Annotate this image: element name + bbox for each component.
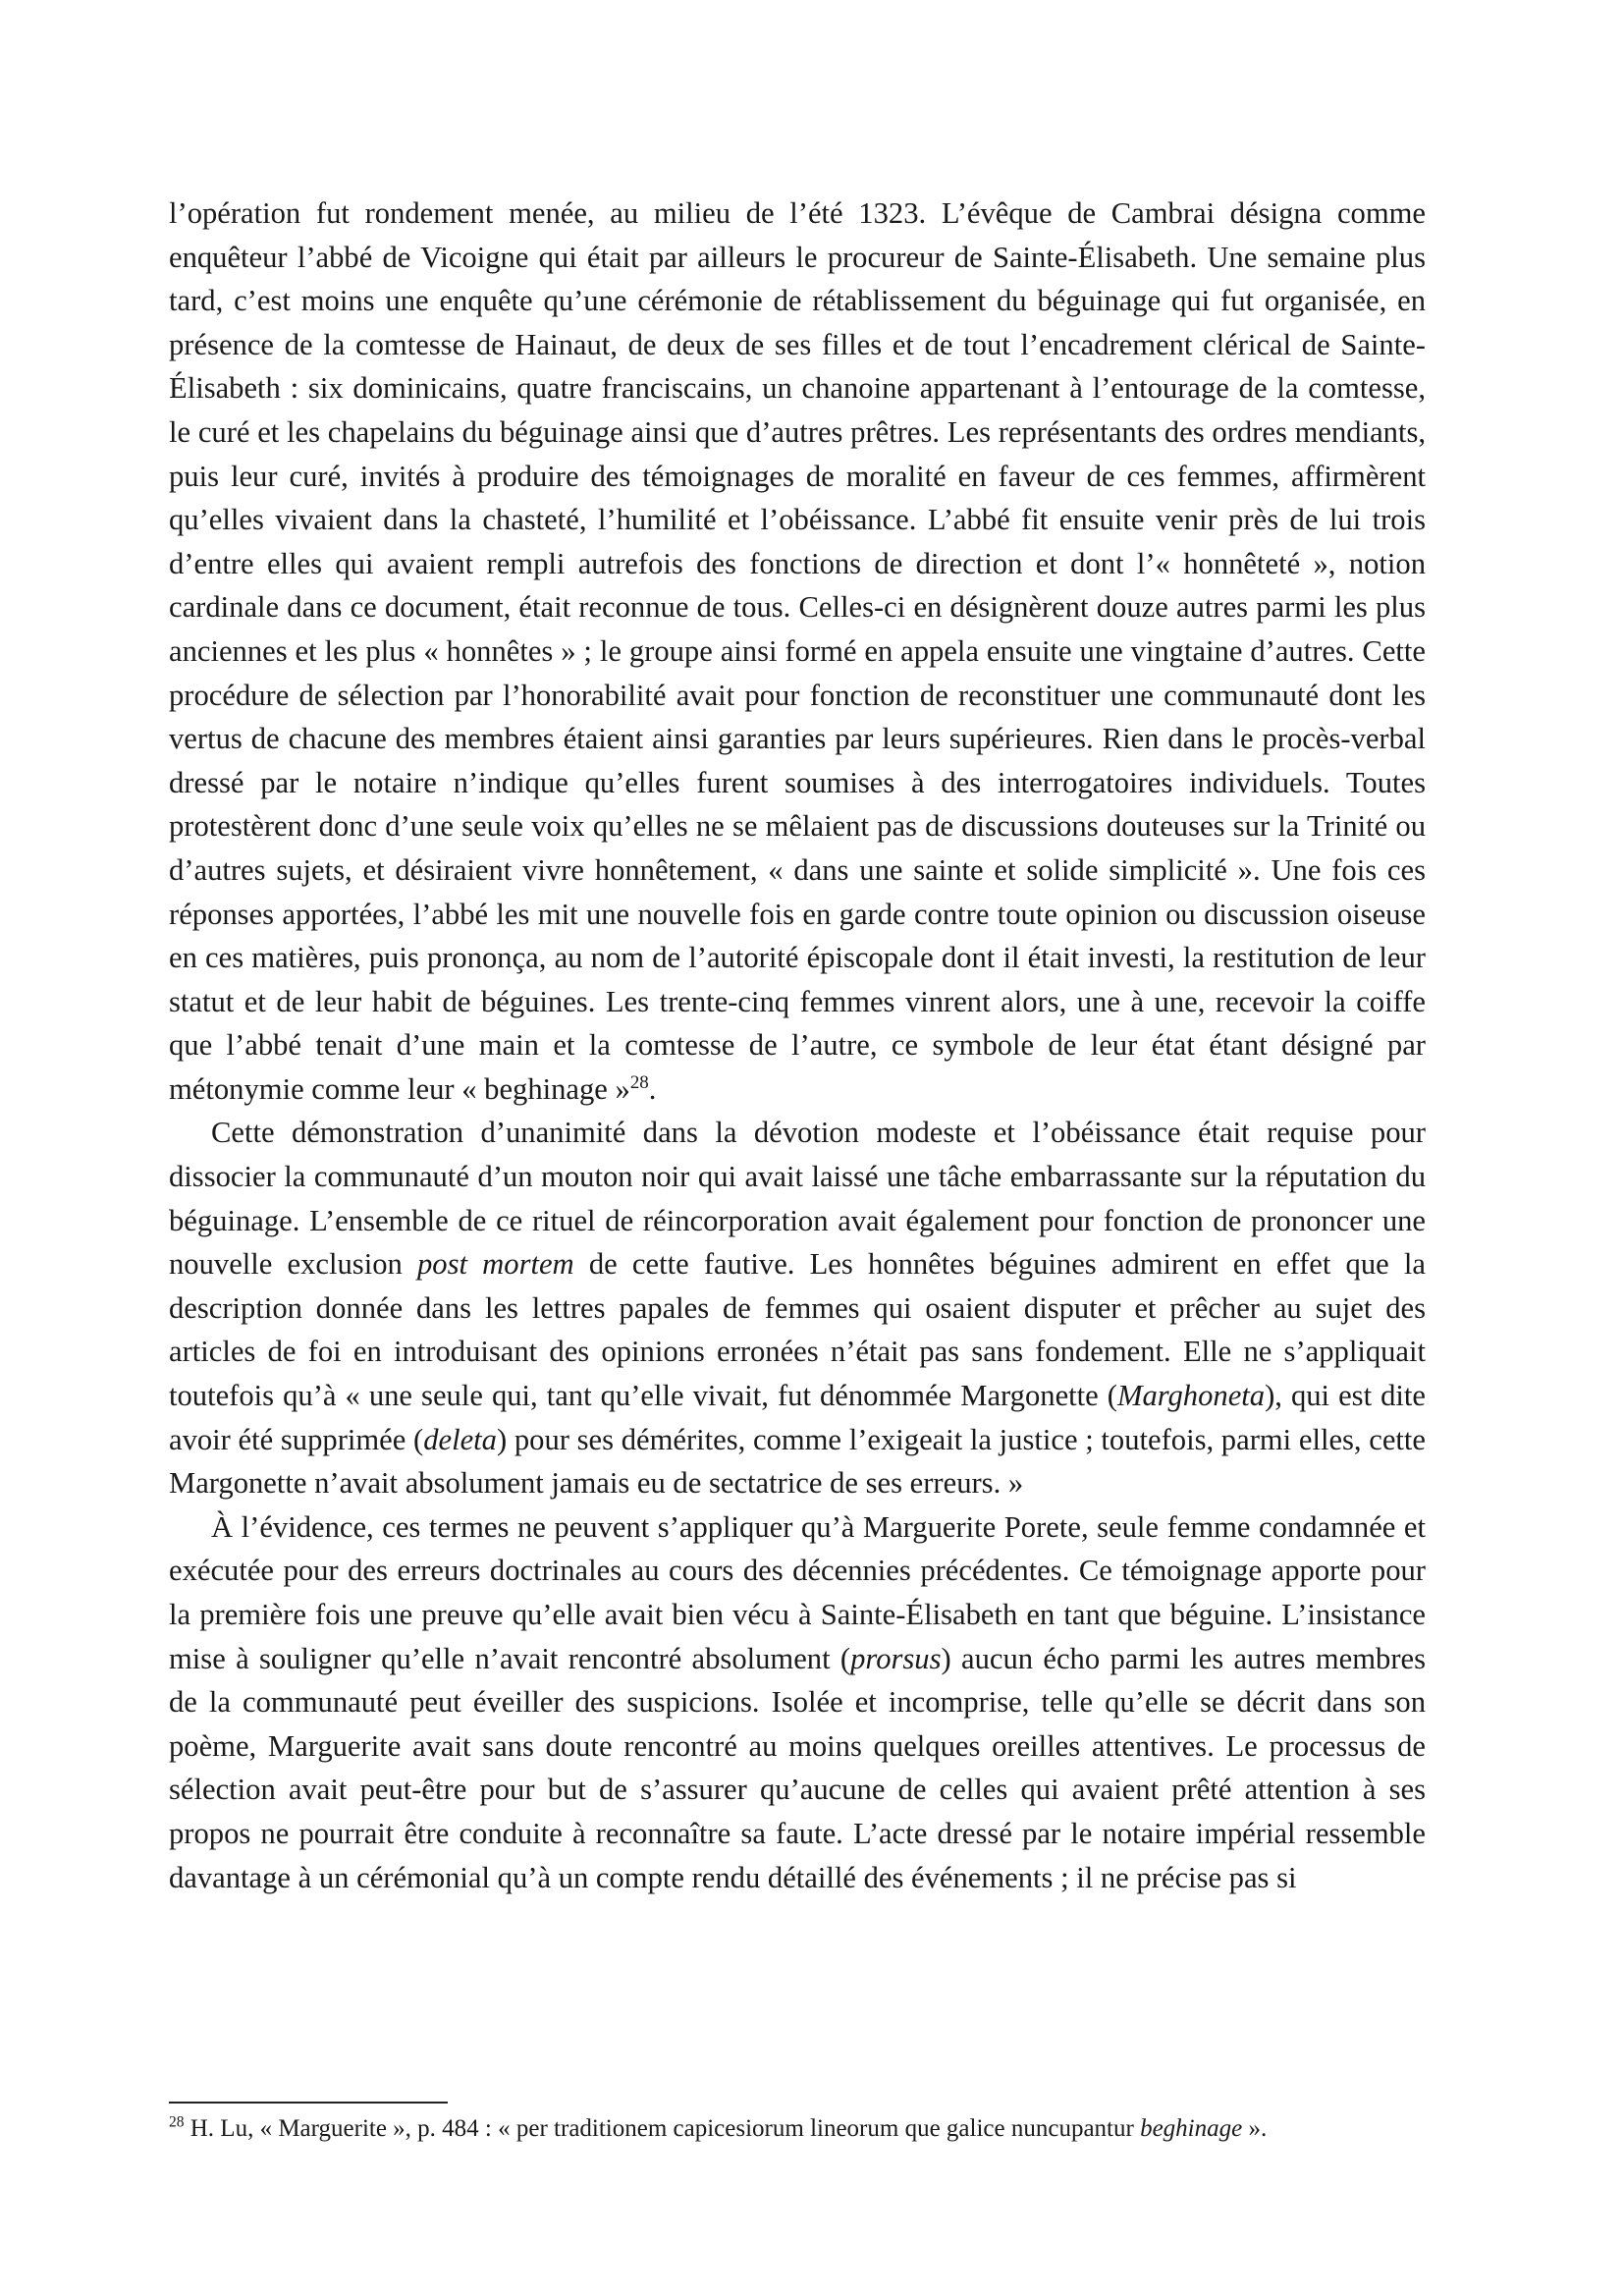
paragraph-3-text-b: ) aucun écho parmi les autres membres de la communauté peut éveiller des suspicions. Isolée et incomprise, telle qu’elle se décrit dans son poème, Marguerite avait sans doute rencontré au moins quelques oreilles attentives. Le processus de sélection avait peut-être pour but de s’assurer qu’aucune de celles qui avaient prêté attention à ses propos ne pourrait être conduite à reconnaître sa faute. L’acte dressé par le notaire impérial ressemble davantage à un cérémonial qu’à un compte rendu détaillé des événements ; il ne précise pas si [169,1641,1426,1894]
paragraph-2-text-d: ) pour ses démérites, comme l’exigeait la justice ; toutefois, parmi elles, cette Margonette n’avait absolument jamais eu de sectatrice de ses erreurs. » [169,1422,1426,1501]
paragraph-2-text-b: de cette fautive. Les honnêtes béguines admirent en effet que la description donnée dans les lettres papales de femmes qui osaient disputer et prêcher au sujet des articles de foi en introduisant des opinions erronées n’était pas sans fondement. Elle ne s’appliquait toutefois qu’à « une seule qui, tant qu’elle vivait, fut dénommée Margonette ( [169,1247,1426,1413]
footnote-28 [169,2113,1435,2145]
paragraph-2-italic-post-mortem: post mortem [416,1247,574,1282]
paragraph-3 [169,1505,1426,1899]
document-body [169,191,1426,1899]
footnote-number: 28 [169,2113,185,2131]
paragraph-2-italic-deleta: deleta [423,1422,497,1456]
footnote-text-b: ». [1242,2115,1268,2142]
footnote-italic-beghinage: beghinage [1140,2115,1243,2142]
paragraph-1-end: . [648,1071,657,1106]
paragraph-2-text-c: ), qui est dite avoir été supprimée ( [169,1379,1426,1456]
paragraph-2-italic-marghoneta: Marghoneta [1116,1379,1266,1413]
paragraph-1 [169,191,1426,1111]
footnote-text-a: H. Lu, « Marguerite », p. 484 : « per traditionem capicesiorum lineorum que galice nuncupantur [184,2115,1141,2142]
paragraph-1-text: l’opération fut rondement menée, au milieu de l’été 1323. L’évêque de Cambrai désigna comme enquêteur l’abbé de Vicoigne qui était par ailleurs le procureur de Sainte-Élisabeth. Une semaine plus tard, c’est moins une enquête qu’une cérémonie de rétablissement du béguinage qui fut organisée, en présence de la comtesse de Hainaut, de deux de ses filles et de tout l’encadrement clérical de Sainte-Élisabeth : six dominicains, quatre franciscains, un chanoine appartenant à l’entourage de la comtesse, le curé et les chapelains du béguinage ainsi que d’autres prêtres. Les représentants des ordres mendiants, puis leur curé, invités à produire des témoignages de moralité en faveur de ces femmes, affirmèrent qu’elles vivaient dans la chasteté, l’humilité et l’obéissance. L’abbé fit ensuite venir près de lui trois d’entre elles qui avaient rempli autrefois des fonctions de direction et dont l’« honnêteté », notion cardinale dans ce document, était reconnue de tous. Celles-ci en désignèrent douze autres parmi les plus anciennes et les plus « honnêtes » ; le groupe ainsi formé en appela ensuite une vingtaine d’autres. Cette procédure de sélection par l’honorabilité avait pour fonction de reconstituer une communauté dont les vertus de chacune des membres étaient ainsi garanties par leurs supérieures. Rien dans le procès-verbal dressé par le notaire n’indique qu’elles furent soumises à des interrogatoires individuels. Toutes protestèrent donc d’une seule voix qu’elles ne se mêlaient pas de discussions douteuses sur la Trinité ou d’autres sujets, et désiraient vivre honnêtement, « dans une sainte et solide simplicité ». Une fois ces réponses apportées, l’abbé les mit une nouvelle fois en garde contre toute opinion ou discussion oiseuse en ces matières, puis prononça, au nom de l’autorité épiscopale dont il était investi, la restitution de leur statut et de leur habit de béguines. Les trente-cinq femmes vinrent alors, une à une, recevoir la coiffe que l’abbé tenait d’une main et la comtesse de l’autre, ce symbole de leur état étant désigné par métonymie comme leur « beghinage » [169,196,1426,1106]
footnote-reference[interactable]: 28 [629,1071,649,1093]
paragraph-3-italic-prorsus: prorsus [850,1641,942,1675]
paragraph-2 [169,1111,1426,1504]
footnote-separator [169,2102,448,2104]
paragraph-3-text-a: À l’évidence, ces termes ne peuvent s’appliquer qu’à Marguerite Porete, seule femme condamnée et exécutée pour des erreurs doctrinales au cours des décennies précédentes. Ce témoignage apporte pour la première fois une preuve qu’elle avait bien vécu à Sainte-Élisabeth en tant que béguine. L’insistance mise à souligner qu’elle n’avait rencontré absolument ( [169,1509,1426,1675]
paragraph-2-text-a: Cette démonstration d’unanimité dans la dévotion modeste et l’obéissance était requise pour dissocier la communauté d’un mouton noir qui avait laissé une tâche embarrassante sur la réputation du béguinage. L’ensemble de ce rituel de réincorporation avait également pour fonction de prononcer une nouvelle exclusion [169,1116,1426,1282]
